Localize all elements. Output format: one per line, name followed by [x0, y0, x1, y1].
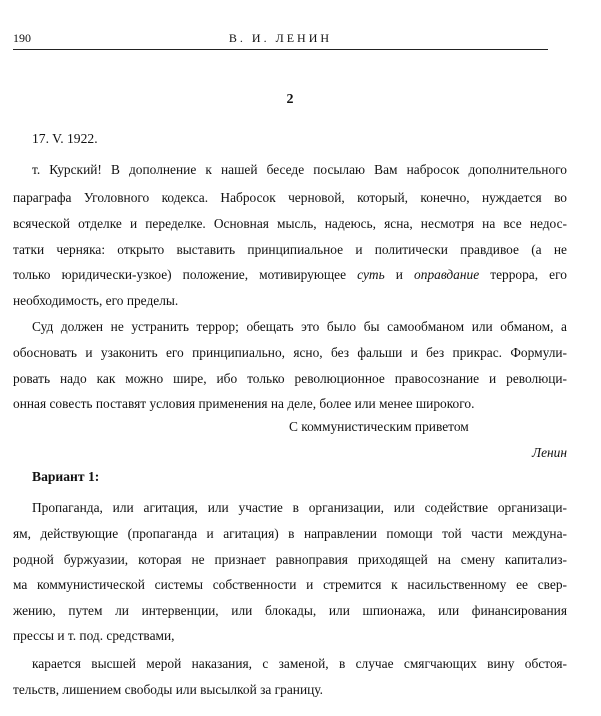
italic-word: суть: [357, 267, 385, 282]
letter-date: 17. V. 1922.: [32, 131, 98, 146]
paragraph-line: татки черняка: открыто выставить принципиальное и политически правдивое (а не: [13, 242, 567, 257]
variant-heading: Вариант 1:: [32, 469, 100, 484]
paragraph-line: Пропаганда, или агитация, или участие в организации, или содействие организаци-: [32, 500, 567, 515]
page-number: 190: [13, 31, 31, 45]
paragraph-line: т. Курский! В дополнение к нашей беседе посылаю Вам набросок дополнительного: [32, 162, 567, 177]
paragraph-line: онная совесть поставят условия применения на деле, более или менее широкого.: [13, 396, 475, 411]
document-number: 2: [286, 92, 294, 107]
paragraph-line: Суд должен не устранить террор; обещать это было бы самообманом или обманом, а: [32, 319, 567, 334]
paragraph-line: ровать надо как можно шире, ибо только революционное правосознание и революци-: [13, 371, 567, 386]
paragraph-line: всяческой отделке и переделке. Основная мысль, надеюсь, ясна, несмотря на все недос-: [13, 216, 567, 231]
signature: Ленин: [532, 445, 567, 460]
paragraph-line: карается высшей мерой наказания, с заменой, в случае смягчающих вину обстоя-: [32, 656, 567, 671]
italic-word: оправдание: [414, 267, 480, 282]
paragraph-line: тельств, лишением свободы или высылкой за границу.: [13, 682, 323, 697]
text-segment: террора, его: [479, 267, 567, 282]
running-head: В. И. ЛЕНИН: [228, 31, 333, 45]
paragraph-line: необходимость, его пределы.: [13, 293, 179, 308]
paragraph-line: прессы и т. под. средствами,: [13, 628, 175, 643]
closing-salutation: С коммунистическим приветом: [289, 419, 469, 434]
paragraph-line: параграфа Уголовного кодекса. Набросок черновой, который, конечно, нуждается во: [13, 190, 567, 205]
page-header: [13, 31, 548, 50]
paragraph-line: жению, путем ли интервенции, или блокады, или шпионажа, или финансирования: [13, 603, 567, 618]
text-segment: только юридически-узкое) положение, мотивирующее: [13, 267, 358, 282]
paragraph-line: ям, действующие (пропаганда и агитация) в направлении помощи той части междуна-: [13, 526, 567, 541]
paragraph-line: родной буржуазии, которая не признает равноправия приходящей на смену капитализ-: [13, 552, 567, 567]
text-segment: и: [384, 267, 415, 282]
paragraph-line-with-italics: [13, 266, 567, 283]
paragraph-line: обосновать и узаконить его принципиально, ясно, без фальши и без прикрас. Формули-: [13, 345, 567, 360]
paragraph-line: ма коммунистической системы собственности и стремится к насильственному ее свер-: [13, 577, 567, 592]
